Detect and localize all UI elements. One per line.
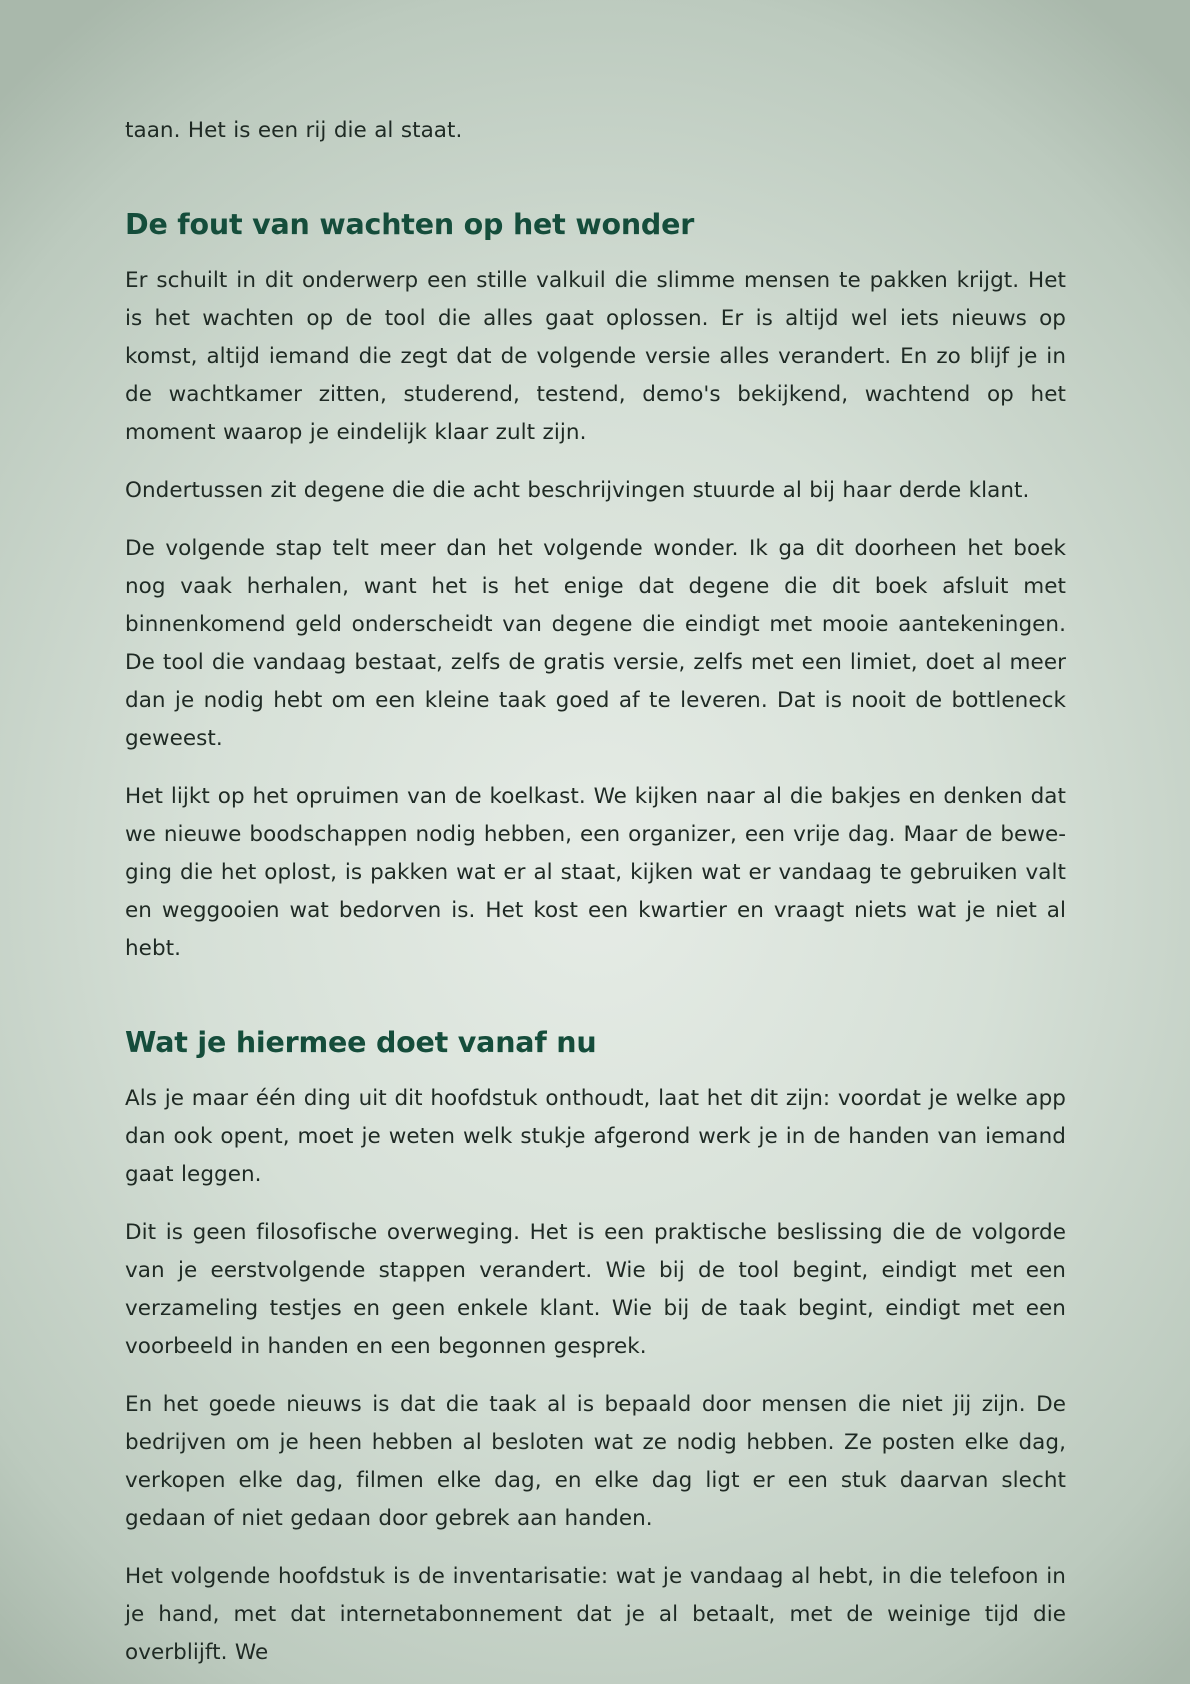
body-paragraph: De volgende stap telt meer dan het volgende wonder. Ik ga dit doorheen het boek nog vaak herhalen, want het is het enige dat degene die dit boek afsluit met binnenkomend geld onderscheidt van degene die eindigt met mooie aantekeningen. De tool die vandaag bestaat, zelfs de gratis versie, zelfs met een limiet, doet al meer dan je nodig hebt om een kleine taak goed af te leveren. Dat is nooit de bottleneck geweest. bbox=[125, 536, 1066, 751]
section-what-to-do-now bbox=[125, 1024, 1066, 1672]
lead-fragment-paragraph: taan. Het is een rij die al staat. bbox=[125, 118, 463, 143]
body-paragraph: Het volgende hoofdstuk is de inventarisatie: wat je vandaag al hebt, in die telefoon in je hand, met dat internetabonnement dat je al betaalt, met de weinige tijd die overblijft. We bbox=[125, 1564, 1066, 1665]
section-heading: Wat je hiermee doet vanaf nu bbox=[125, 1026, 597, 1059]
body-paragraph: Dit is geen filosofische overweging. Het is een praktische beslissing die de volgorde van je eerstvolgende stappen verandert. Wie bij de tool begint, eindigt met een verzameling testjes en geen enkele klant. Wie bij de taak begint, eindigt met een voorbeeld in handen en een begonnen gesprek. bbox=[125, 1220, 1066, 1359]
body-paragraph: Er schuilt in dit onderwerp een stille valkuil die slimme mensen te pakken krijgt. Het is het wachten op de tool die alles gaat oplossen. Er is altijd wel iets nieuws op komst, altijd iemand die zegt dat de volgende versie alles verandert. En zo blijf je in de wachtkamer zitten, studerend, testend, demo's bekijkend, wachtend op het moment waarop je eindelijk klaar zult zijn. bbox=[125, 268, 1066, 445]
body-paragraph: En het goede nieuws is dat die taak al is bepaald door mensen die niet jij zijn. De bedrijven om je heen hebben al besloten wat ze nodig hebben. Ze posten elke dag, verkopen elke dag, filmen elke dag, en elke dag ligt er een stuk daarvan slecht gedaan of niet gedaan door gebrek aan handen. bbox=[125, 1392, 1066, 1531]
section-heading: De fout van wachten op het wonder bbox=[125, 208, 695, 241]
body-paragraph: Het lijkt op het opruimen van de koelkast. We kijken naar al die bakjes en denken dat we nieuwe boodschappen nodig hebben, een organizer, een vrije dag. Maar de beweging die het oplost, is pakken wat er al staat, kijken wat er vandaag te gebruiken valt en weggooien wat bedorven is. Het kost een kwartier en vraagt niets wat je niet al hebt. bbox=[125, 784, 1066, 961]
section-waiting-for-miracle bbox=[125, 206, 1066, 968]
body-paragraph: Ondertussen zit degene die die acht beschrijvingen stuurde al bij haar derde klant. bbox=[125, 478, 1030, 503]
body-paragraph: Als je maar één ding uit dit hoofdstuk onthoudt, laat het dit zijn: voordat je welke app dan ook opent, moet je weten welk stukje afgerond werk je in de handen van iemand gaat leggen. bbox=[125, 1086, 1066, 1187]
document-page bbox=[125, 112, 1066, 1672]
